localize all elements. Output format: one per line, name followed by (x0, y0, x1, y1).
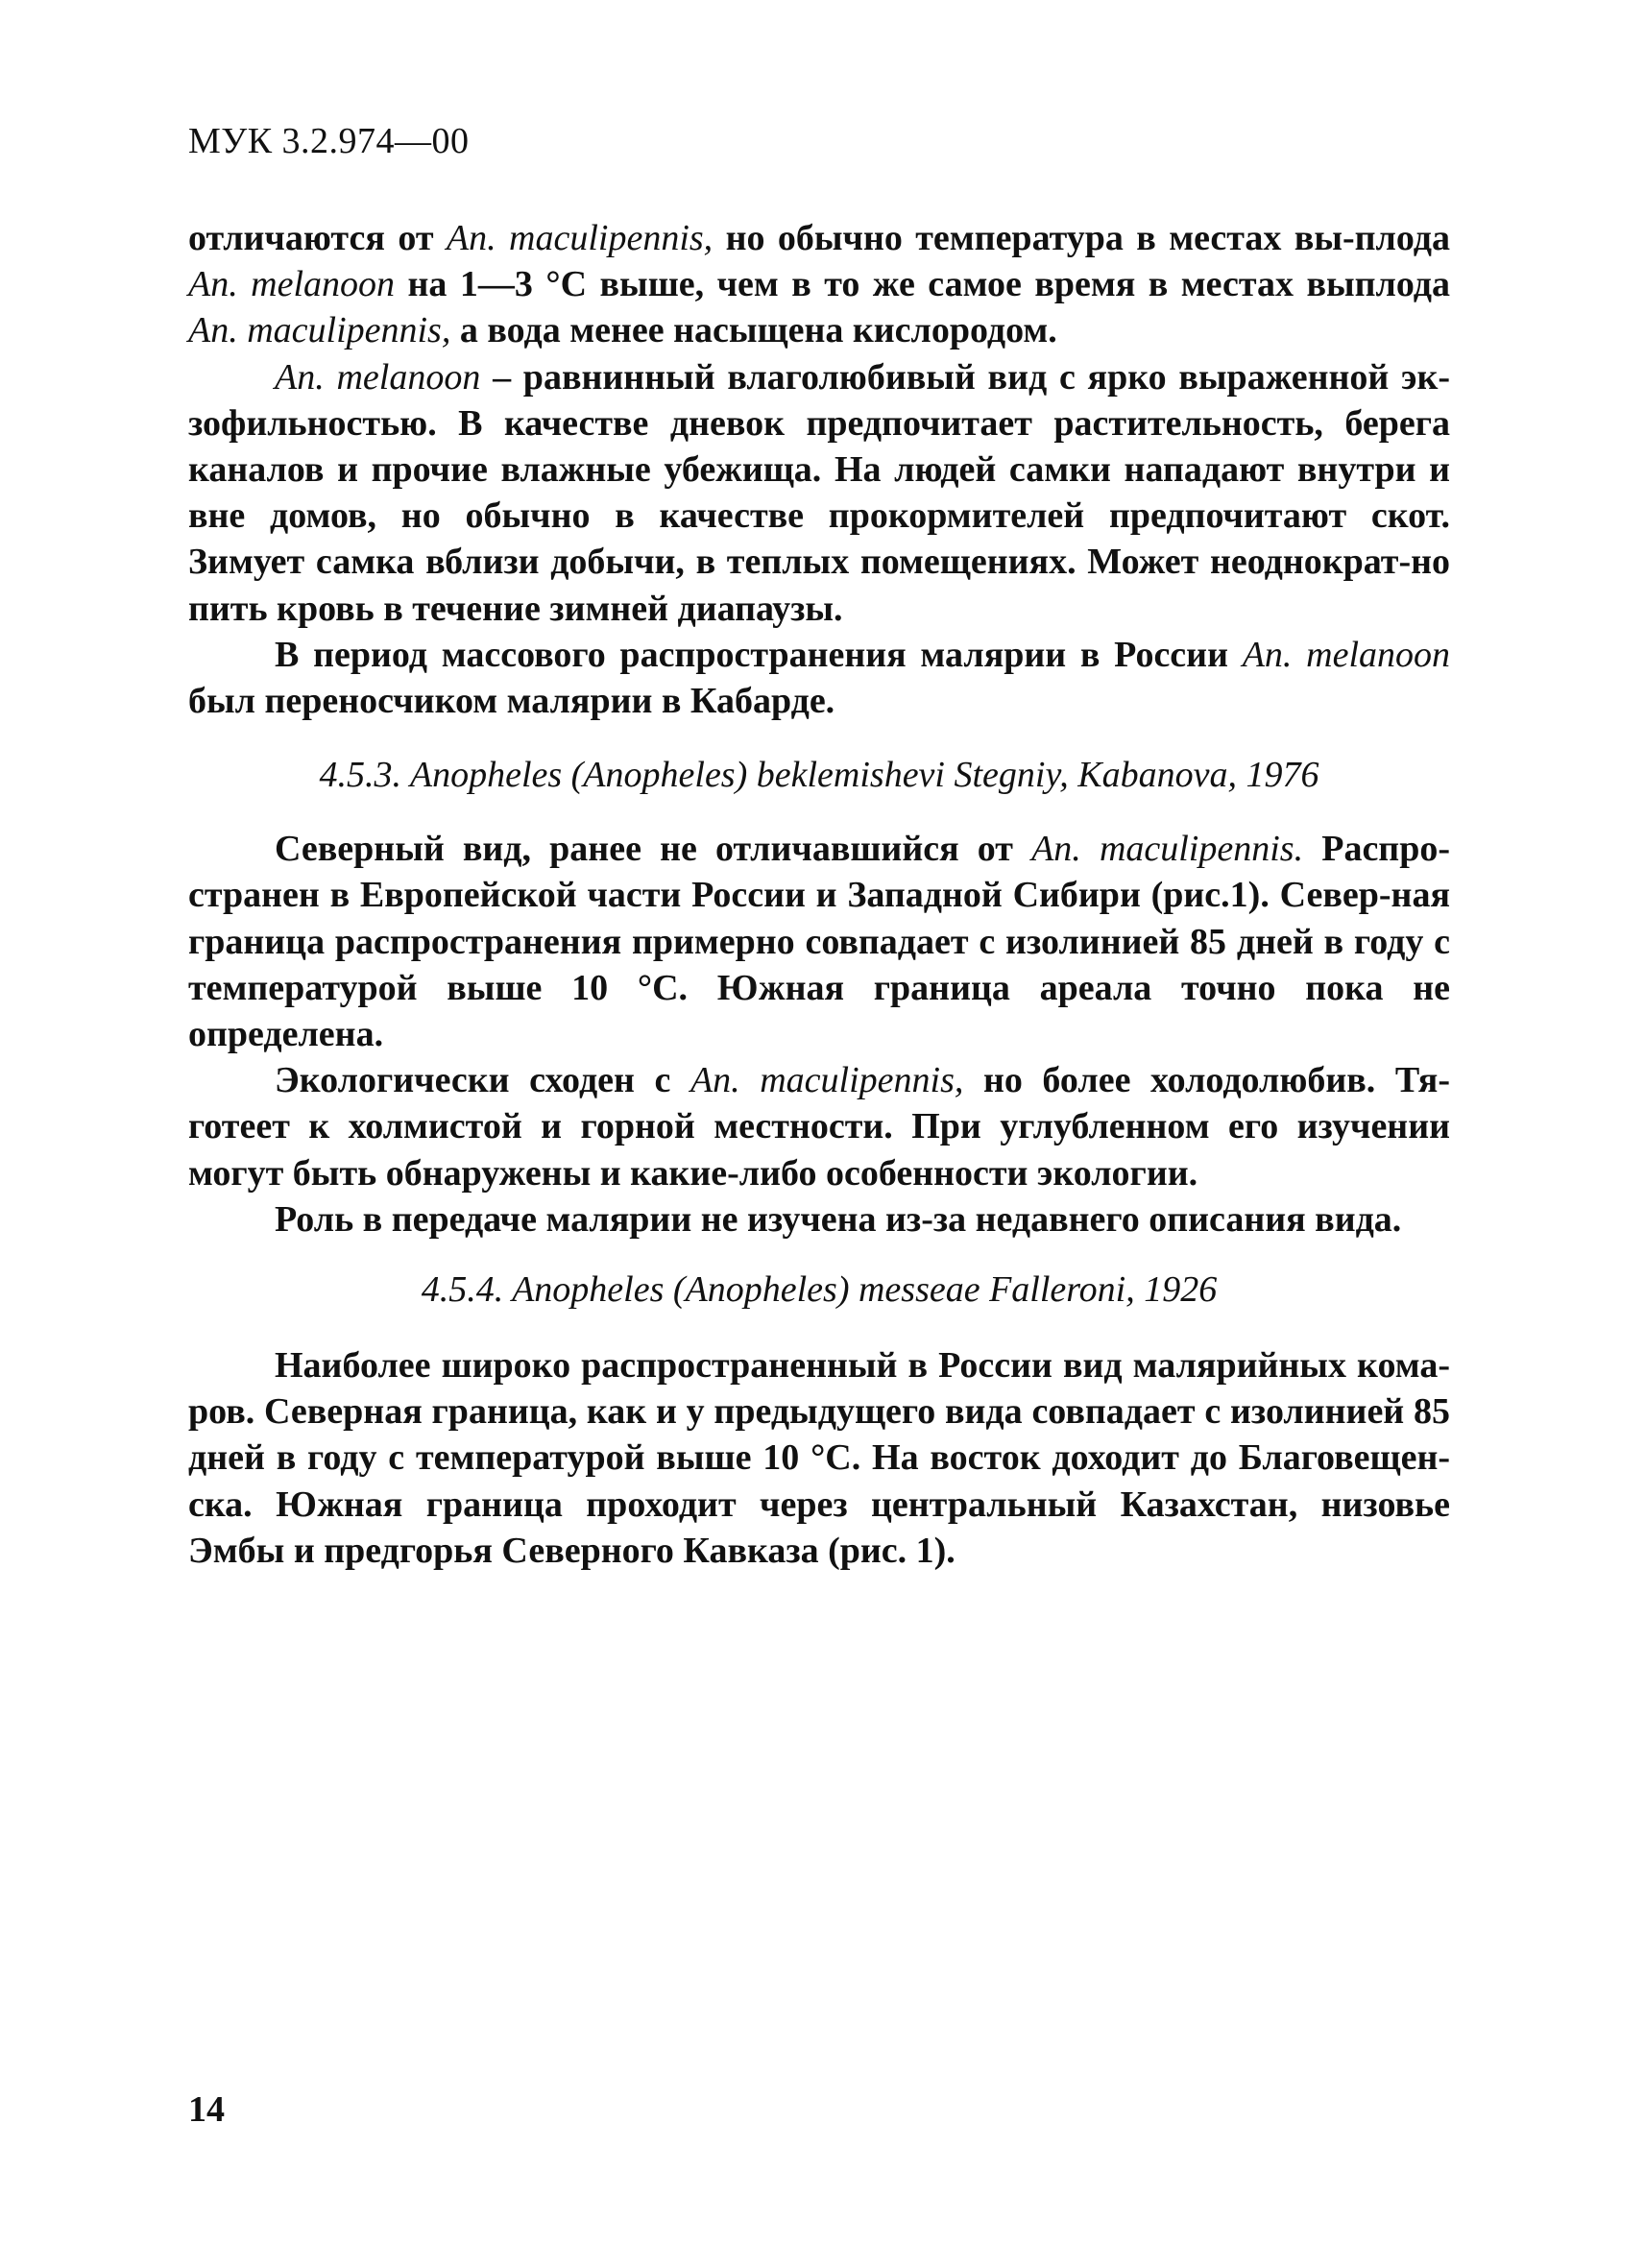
paragraph-beklemishevi-ecology (188, 1057, 1450, 1196)
text-run: Наиболее широко распространенный в России вид малярийных кома-ров. Северная граница, как и у предыдущего вида совпадает с изолинией 85 дней в году с температурой выше 10 °С. На восток доходит до Благовещен-ска. Южная граница проходит через центральный Казахстан, низовье Эмбы и предгорья Северного Кавказа (рис. 1). (188, 1345, 1450, 1571)
text-run: на 1—3 °С выше, чем в то же самое время в местах выплода (395, 264, 1451, 305)
page-number: 14 (188, 2089, 225, 2130)
text-run: – равнинный влаголюбивый вид с ярко выраженной эк-зофильностью. В качестве дневок предпочитает растительность, берега каналов и прочие влажные убежища. На людей самки нападают внутри и вне домов, но обычно в качестве прокормителей предпочитают скот. Зимует самка вблизи добычи, в теплых помещениях. Может неоднократ-но пить кровь в течение зимней диапаузы. (188, 356, 1451, 629)
species-name: An. melanoon (1242, 634, 1451, 675)
text-run: В период массового распространения малярии в России (275, 634, 1243, 675)
text-run: Экологически сходен с (275, 1060, 690, 1101)
paragraph-melanoon-ecology (188, 354, 1450, 632)
paragraph-beklemishevi-role (188, 1196, 1450, 1243)
species-name: An. maculipennis, (446, 218, 714, 258)
body-text (188, 215, 1450, 1574)
paragraph-beklemishevi-range (188, 826, 1450, 1057)
species-name: An. melanoon (188, 264, 396, 305)
text-run: но более холодолюбив. Тя-готеет к холмистой и горной местности. При углубленном его изучении могут быть обнаружены и какие-либо особенности экологии. (188, 1060, 1450, 1194)
section-heading-4-5-4: 4.5.4. Anopheles (Anopheles) messeae Falleroni, 1926 (421, 1269, 1218, 1311)
paragraph-melanoon-malaria (188, 632, 1450, 724)
running-header: МУК 3.2.974—00 (188, 121, 470, 161)
paragraph-continuation (188, 215, 1450, 354)
text-run: Распро-странен в Европейской части России и Западной Сибири (рис.1). Север-ная граница распространения примерно совпадает с изолинией 85 дней в году с температурой выше 10 °С. Южная граница ареала точно пока не определена. (188, 829, 1450, 1055)
text-run: но обычно температура в местах вы-плода (713, 218, 1450, 258)
species-name: An. maculipennis, (188, 310, 451, 351)
text-run: Роль в передаче малярии не изучена из-за недавнего описания вида. (275, 1198, 1402, 1240)
section-heading-4-5-3: 4.5.3. Anopheles (Anopheles) beklemishevi Stegniy, Kabanova, 1976 (319, 755, 1319, 796)
text-run: Северный вид, ранее не отличавшийся от (275, 829, 1032, 870)
species-name: An. maculipennis. (1031, 829, 1304, 870)
paragraph-messeae-range (188, 1342, 1450, 1574)
species-name: An. maculipennis, (689, 1060, 964, 1101)
text-run: был переносчиком малярии в Кабарде. (188, 681, 835, 722)
text-run: а вода менее насыщена кислородом. (450, 310, 1057, 351)
text-run: отличаются от (188, 218, 447, 258)
species-name: An. melanoon (275, 356, 481, 398)
